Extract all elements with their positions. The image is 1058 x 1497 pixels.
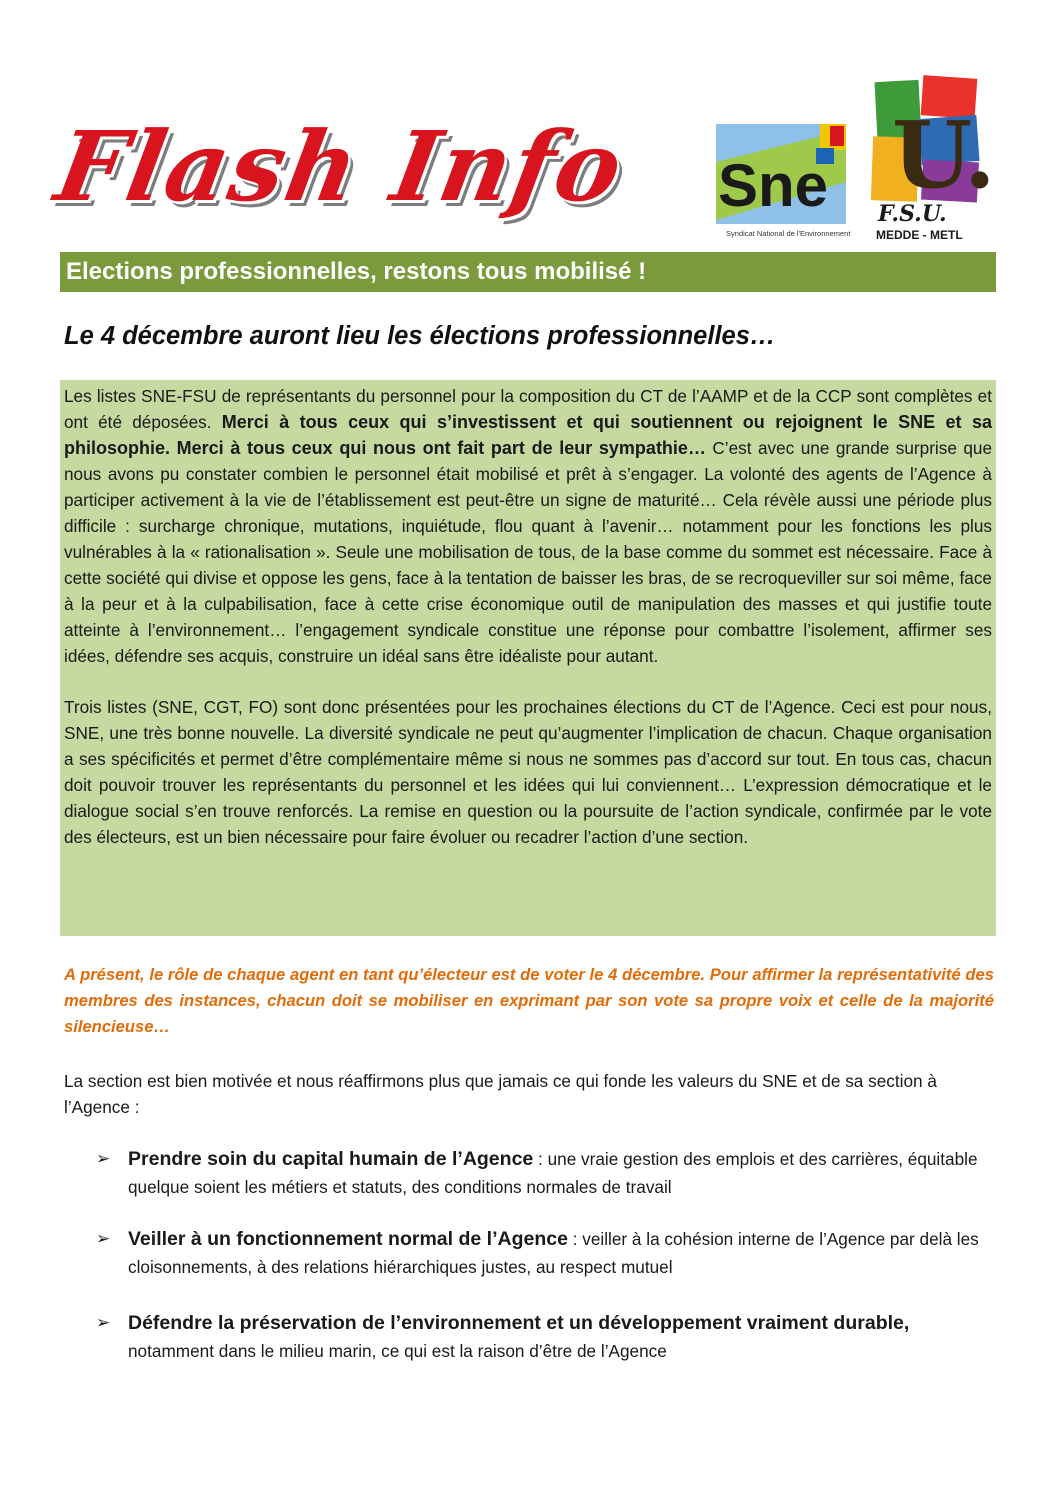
fsu-logo-sub: MEDDE - METL	[876, 228, 963, 242]
list-item	[96, 1145, 996, 1225]
values-list	[96, 1145, 996, 1365]
subtitle: Le 4 décembre auront lieu les élections professionnelles…	[64, 322, 776, 350]
sne-logo-text: Sne	[718, 152, 829, 219]
vote-call: A présent, le rôle de chaque agent en tant qu’électeur est de voter le 4 décembre. Pour affirmer la représentativité des membres des instances, chacun doit se mobiliser en exprimant par son vote sa propre voix et celle de la majorité silencieuse…	[64, 965, 994, 1036]
fsu-logo-letter: U.	[892, 101, 996, 209]
list-item	[96, 1225, 996, 1309]
value-lead: Prendre soin du capital humain de l’Agence	[128, 1148, 534, 1170]
fsu-logo-name: F.S.U.	[878, 201, 947, 227]
value-text: : veiller à la cohésion interne de l’Agence par delà les cloisonnements, à des relations hiérarchiques justes, au respect mutuel	[128, 1229, 979, 1277]
sne-logo-caption: Syndicat National de l'Environnement	[726, 229, 851, 238]
value-text: : une vraie gestion des emplois et des carrières, équitable quelque soient les métiers et statuts, des conditions normales de travail	[128, 1149, 978, 1197]
headline-banner: Elections professionnelles, restons tous mobilisé !	[60, 252, 996, 292]
fsu-logo	[870, 75, 996, 243]
paragraph-three-lists: Trois listes (SNE, CGT, FO) sont donc présentées pour les prochaines élections du CT de l’Agence. Ceci est pour nous, SNE, une très bonne nouvelle. La diversité syndicale ne peut qu’augmenter l’implication de chacun. Chaque organisation a ses spécificités et permet d’être complémentaire même si nous ne sommes pas d’accord sur tout. En tous cas, chacun doit pouvoir trouver les représentants du personnel et les idées qui lui conviennent… L’expression démocratique et le dialogue social s’en trouve renforcés. La remise en question ou la poursuite de l’action syndicale, confirmée par le vote des électeurs, est un bien nécessaire pour faire évoluer ou recadrer l’action d’une section.	[64, 697, 992, 847]
value-lead: Veiller à un fonctionnement normal de l’Agence	[128, 1228, 568, 1250]
arrow-bullet-icon: ➢	[96, 1229, 111, 1248]
value-text: notamment dans le milieu marin, ce qui est la raison d’être de l’Agence	[128, 1341, 667, 1361]
paragraph-lists-start: Les listes SNE-FSU de représentants du personnel pour la composition du CT de l’AAMP et de la CCP sont complètes et ont été déposées.	[64, 386, 992, 432]
arrow-bullet-icon: ➢	[96, 1149, 111, 1168]
section-intro: La section est bien motivée et nous réaffirmons plus que jamais ce qui fonde les valeurs du SNE et de sa section à l’Agence :	[64, 1071, 937, 1117]
list-item	[96, 1309, 996, 1365]
arrow-bullet-icon: ➢	[96, 1313, 111, 1332]
paragraph-lists-thanks: Merci à tous ceux qui s’investissent et qui soutiennent ou rejoignent le SNE et sa philosophie. Merci à tous ceux qui nous ont fait part de leur sympathie…	[64, 412, 993, 458]
sne-logo	[712, 122, 850, 240]
flash-info-title: Flash Info	[48, 110, 633, 223]
value-lead: Défendre la préservation de l’environnement et un développement vraiment durable,	[128, 1312, 910, 1334]
paragraph-lists	[64, 383, 992, 669]
paragraph-lists-end: C’est avec une grande surprise que nous avons pu constater combien le personnel était mobilisé et prêt à s’engager. La volonté des agents de l’Agence à participer activement à la vie de l’établissement est peut-être un signe de maturité… Cela révèle aussi une période plus difficile : surcharge chronique, mutations, inquiétude, flou quant à l’avenir… notamment pour les fonctions les plus vulnérables à la « rationalisation ». Seule une mobilisation de tous, de la base comme du sommet est nécessaire. Face à cette société qui divise et oppose les gens, face à la tentation de baisser les bras, de se recroqueviller sur soi même, face à la peur et à la culpabilisation, face à cette crise économique outil de manipulation des masses et qui justifie toute atteinte à l’environnement… l’engagement syndicale constitue une réponse pour combattre l’isolement, affirmer ses idées, défendre ses acquis, construire un idéal sans être idéaliste pour autant.	[64, 438, 992, 666]
highlight-box	[60, 380, 996, 936]
